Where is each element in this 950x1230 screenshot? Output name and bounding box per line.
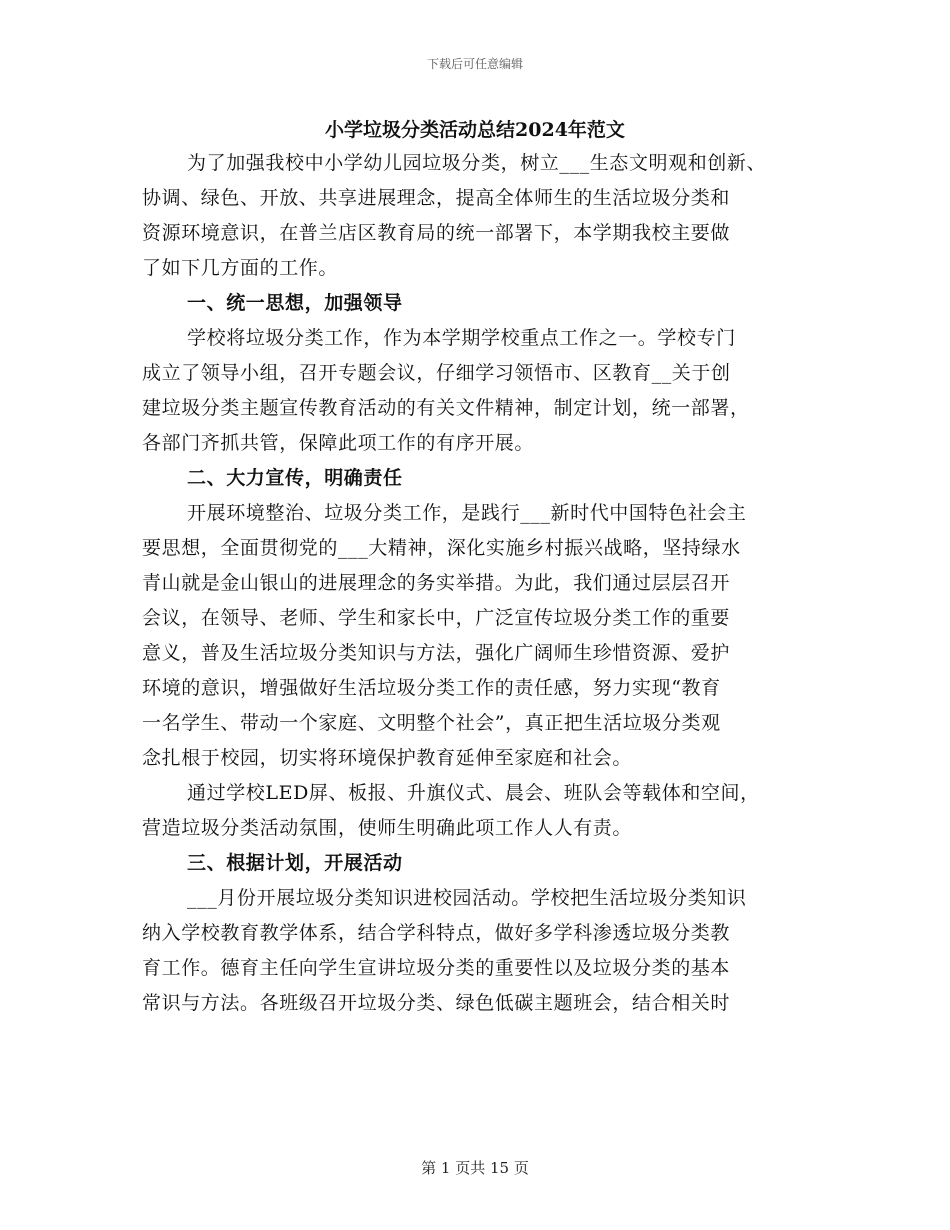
header-note: 下载后可任意编辑 (426, 57, 523, 71)
paragraph-line: 青山就是金山银山的进展理念的务实举措。为此，我们通过层层召开 (142, 572, 731, 594)
paragraph-line: 育工作。德育主任向学生宣讲垃圾分类的重要性以及垃圾分类的基本 (142, 957, 731, 979)
paragraph-line: 环境的意识，增强做好生活垃圾分类工作的责任感，努力实现“教育 (142, 677, 721, 699)
document-title: 小学垃圾分类活动总结2024年范文 (325, 119, 625, 141)
page-number: 第 1 页共 15 页 (421, 1159, 529, 1177)
section-heading: 二、大力宣传，明确责任 (187, 467, 403, 489)
document-body (142, 146, 814, 1021)
paragraph-line: 了如下几方面的工作。 (142, 257, 339, 279)
paragraph-line: 开展环境整治、垃圾分类工作，是践行___新时代中国特色社会主 (187, 502, 747, 524)
paragraph-line: 各部门齐抓共管，保障此项工作的有序开展。 (142, 432, 535, 454)
paragraph-line: 学校将垃圾分类工作，作为本学期学校重点工作之一。学校专门 (187, 327, 736, 349)
paragraph-line: 一名学生、带动一个家庭、文明整个社会”，真正把生活垃圾分类观 (142, 712, 721, 734)
paragraph-line: ___月份开展垃圾分类知识进校园活动。学校把生活垃圾分类知识 (187, 887, 747, 909)
paragraph-line: 常识与方法。各班级召开垃圾分类、绿色低碳主题班会，结合相关时 (142, 992, 731, 1014)
paragraph-line: 通过学校LED屏、板报、升旗仪式、晨会、班队会等载体和空间， (187, 782, 760, 804)
paragraph-line: 纳入学校教育教学体系，结合学科特点，做好多学科渗透垃圾分类教 (142, 922, 731, 944)
paragraph-line: 资源环境意识，在普兰店区教育局的统一部署下，本学期我校主要做 (142, 222, 731, 244)
section-heading: 三、根据计划，开展活动 (187, 852, 403, 874)
paragraph-line: 意义，普及生活垃圾分类知识与方法，强化广阔师生珍惜资源、爱护 (142, 642, 731, 664)
paragraph-line: 营造垃圾分类活动氛围，使师生明确此项工作人人有责。 (142, 817, 633, 839)
paragraph-line: 会议，在领导、老师、学生和家长中，广泛宣传垃圾分类工作的重要 (142, 607, 731, 629)
paragraph-line: 念扎根于校园，切实将环境保护教育延伸至家庭和社会。 (142, 747, 633, 769)
paragraph-line: 要思想，全面贯彻党的___大精神，深化实施乡村振兴战略，坚持绿水 (142, 537, 741, 559)
paragraph-line: 成立了领导小组，召开专题会议，仔细学习领悟市、区教育__关于创 (142, 362, 731, 384)
paragraph-line: 为了加强我校中小学幼儿园垃圾分类，树立___生态文明观和创新、 (187, 152, 767, 174)
paragraph-line: 协调、绿色、开放、共享进展理念，提高全体师生的生活垃圾分类和 (142, 187, 731, 209)
section-heading: 一、统一思想，加强领导 (187, 292, 403, 314)
paragraph-line: 建垃圾分类主题宣传教育活动的有关文件精神，制定计划，统一部署， (142, 397, 750, 419)
